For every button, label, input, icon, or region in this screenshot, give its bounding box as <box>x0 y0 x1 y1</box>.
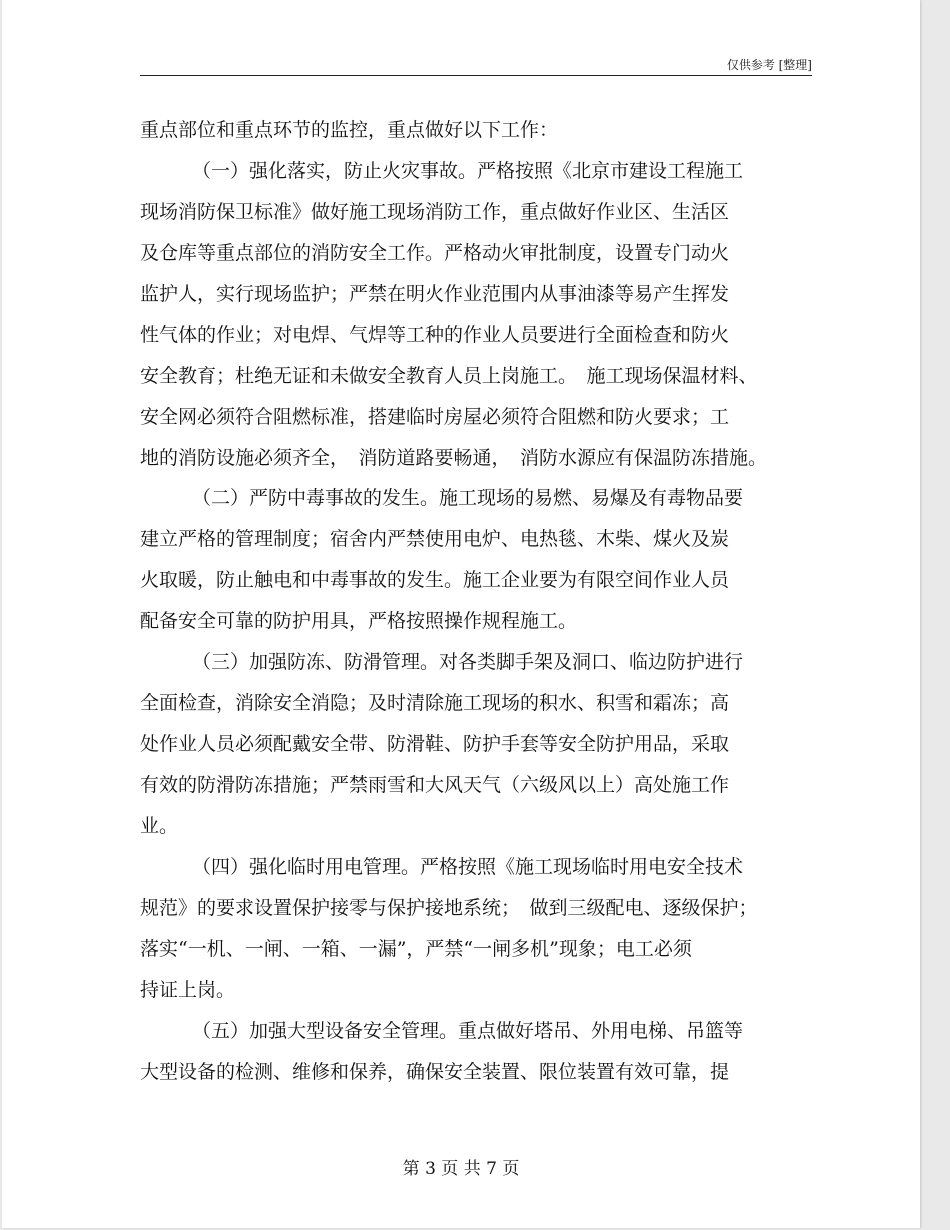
text-line: 持证上岗。 <box>140 978 236 1001</box>
text-line: 监护人，实行现场监护；严禁在明火作业范围内从事油漆等易产生挥发 <box>140 282 730 305</box>
paragraph <box>140 151 812 479</box>
text-line: （一）强化落实，防止火灾事故。严格按照《北京市建设工程施工 <box>192 159 744 182</box>
header-text: 仅供参考 [整理] <box>726 58 812 72</box>
text-line: 地的消防设施必须齐全， 消防道路要畅通， 消防水源应有保温防冻措施。 <box>140 446 768 469</box>
page-footer: 第 3 页 共 7 页 <box>402 1159 520 1179</box>
text-line: 配备安全可靠的防护用具，严格按照操作规程施工。 <box>140 610 578 633</box>
page-header <box>140 54 812 76</box>
paragraph <box>140 847 812 1011</box>
paragraph <box>140 1011 812 1093</box>
document-page <box>2 0 920 1228</box>
text-line: 大型设备的检测、维修和保养，确保安全装置、限位装置有效可靠，提 <box>140 1060 730 1083</box>
text-line: （四）强化临时用电管理。严格按照《施工现场临时用电安全技术 <box>192 855 744 878</box>
text-line: 及仓库等重点部位的消防安全工作。严格动火审批制度，设置专门动火 <box>140 241 730 264</box>
document-body <box>140 110 812 1093</box>
paragraph <box>140 478 812 642</box>
text-line: 安全网必须符合阻燃标准，搭建临时房屋必须符合阻燃和防火要求；工 <box>140 405 730 428</box>
paragraph <box>140 110 812 151</box>
text-line: 建立严格的管理制度；宿舍内严禁使用电炉、电热毯、木柴、煤火及炭 <box>140 528 730 551</box>
text-line: 有效的防滑防冻措施；严禁雨雪和大风天气（六级风以上）高处施工作 <box>140 774 730 796</box>
text-line: （五）加强大型设备安全管理。重点做好塔吊、外用电梯、吊篮等 <box>192 1019 744 1042</box>
text-line: 落实“一机、一闸、一箱、一漏”，严禁“一闸多机”现象；电工必须 <box>140 937 692 960</box>
text-line: 现场消防保卫标准》做好施工现场消防工作，重点做好作业区、生活区 <box>140 200 730 223</box>
text-line: 规范》的要求设置保护接零与保护接地系统； 做到三级配电、逐级保护； <box>140 896 758 919</box>
text-line: 性气体的作业；对电焊、气焊等工种的作业人员要进行全面检查和防火 <box>140 323 730 346</box>
text-line: 安全教育；杜绝无证和未做安全教育人员上岗施工。 施工现场保温材料、 <box>140 364 758 387</box>
header-divider <box>140 75 812 76</box>
text-line: 火取暖，防止触电和中毒事故的发生。施工企业要为有限空间作业人员 <box>140 569 730 592</box>
text-line: 业。 <box>140 814 179 837</box>
text-line: （二）严防中毒事故的发生。施工现场的易燃、易爆及有毒物品要 <box>192 487 744 510</box>
text-line: 处作业人员必须配戴安全带、防滑鞋、防护手套等安全防护用品，采取 <box>140 733 730 756</box>
text-line: 重点部位和重点环节的监控，重点做好以下工作： <box>140 119 559 141</box>
text-line: （三）加强防冻、防滑管理。对各类脚手架及洞口、临边防护进行 <box>192 651 744 674</box>
text-line: 全面检查，消除安全消隐；及时清除施工现场的积水、积雪和霜冻；高 <box>140 692 730 715</box>
paragraph <box>140 642 812 847</box>
